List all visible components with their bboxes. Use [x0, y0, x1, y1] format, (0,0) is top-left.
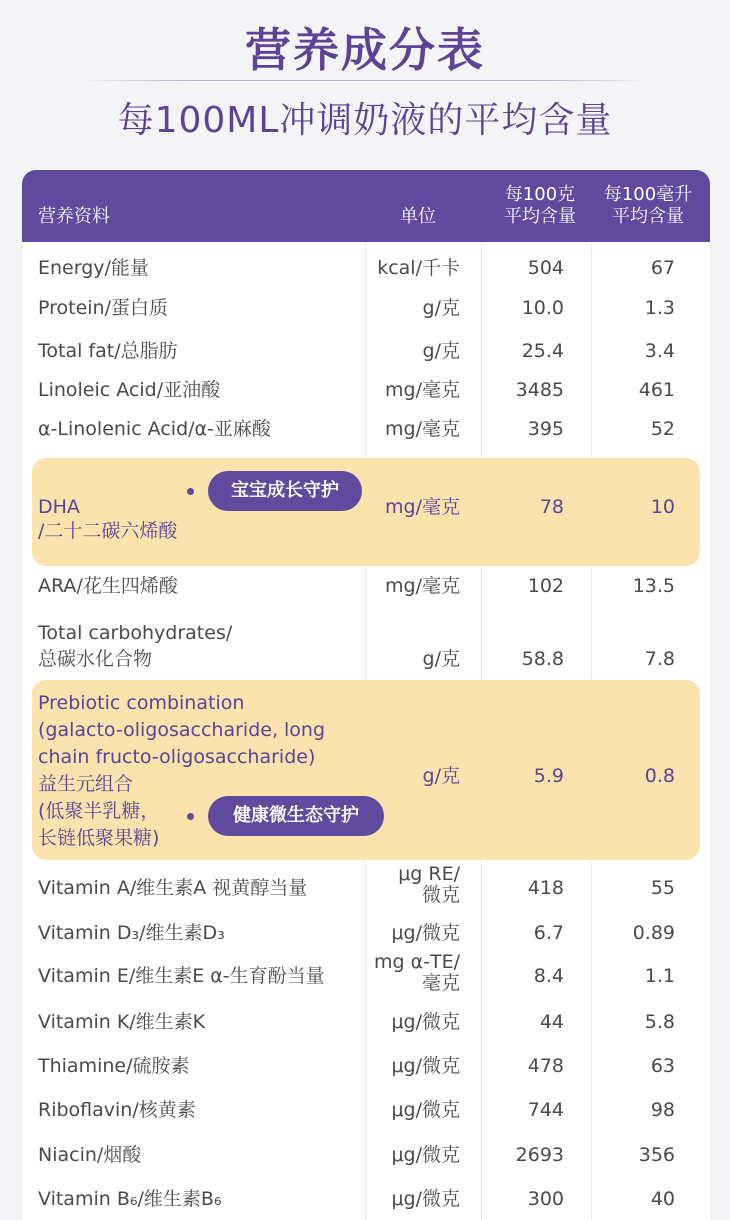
nutrient-name — [38, 1143, 141, 1167]
value-per-100g: 10.0 — [521, 297, 564, 319]
unit-line: μg/微克 — [391, 1099, 460, 1121]
page-subtitle: 每100ML冲调奶液的平均含量 — [117, 100, 613, 141]
nutrient-name-line: Riboflavin/核黄素 — [38, 1099, 196, 1121]
feature-badge: 宝宝成长守护 — [208, 471, 362, 511]
unit-line: 微克 — [421, 884, 460, 906]
header-per-100ml-line2: 平均含量 — [612, 206, 684, 227]
header-per-100ml — [600, 184, 696, 228]
nutrient-name — [38, 256, 149, 280]
unit-cell — [391, 1054, 460, 1078]
value-per-100ml: 356 — [638, 1144, 675, 1166]
value-per-100g: 2693 — [515, 1144, 564, 1166]
value-per-100ml: 63 — [650, 1055, 675, 1077]
nutrient-name-line: /二十二碳六烯酸 — [38, 520, 178, 542]
unit-cell — [423, 339, 460, 363]
nutrient-name-line: Total fat/总脂肪 — [38, 340, 178, 362]
unit-line: mg/毫克 — [385, 496, 460, 518]
value-per-100ml: 67 — [650, 257, 675, 279]
unit-cell — [391, 1187, 460, 1211]
value-per-100ml: 52 — [650, 418, 675, 440]
nutrient-name-line: chain fructo-oligosaccharide) — [38, 746, 316, 768]
value-per-100ml: 461 — [638, 379, 675, 401]
unit-line: μg RE/ — [398, 863, 460, 885]
header-unit: 单位 — [400, 206, 436, 227]
unit-cell — [391, 1143, 460, 1167]
nutrient-name-line: Vitamin K/维生素K — [38, 1011, 206, 1033]
nutrient-name-line: Vitamin B₆/维生素B₆ — [38, 1188, 222, 1210]
value-per-100g: 418 — [527, 877, 564, 899]
unit-line: g/克 — [422, 648, 460, 670]
nutrient-name-line: Vitamin E/维生素E α-生育酚当量 — [38, 965, 325, 987]
nutrient-name — [38, 339, 178, 363]
unit-line: g/克 — [422, 340, 460, 362]
table-header — [22, 170, 710, 242]
unit-line: μg/微克 — [391, 1011, 460, 1033]
unit-line: μg/微克 — [391, 1188, 460, 1210]
unit-line: μg/微克 — [391, 1144, 460, 1166]
value-per-100g: 300 — [527, 1188, 564, 1210]
unit-line: μg/微克 — [391, 922, 460, 944]
unit-cell — [385, 417, 460, 441]
unit-line: g/克 — [422, 765, 460, 787]
nutrient-name — [38, 296, 168, 320]
nutrient-name-line: Linoleic Acid/亚油酸 — [38, 379, 221, 401]
unit-cell — [391, 1098, 460, 1122]
nutrient-name — [38, 620, 232, 672]
unit-line: μg/微克 — [391, 1055, 460, 1077]
unit-line: kcal/千卡 — [377, 257, 460, 279]
unit-cell — [423, 296, 460, 320]
value-per-100ml: 0.8 — [644, 765, 675, 787]
value-per-100ml: 7.8 — [644, 648, 675, 670]
nutrient-name — [38, 1054, 190, 1078]
nutrition-table — [22, 170, 710, 1220]
value-per-100ml: 13.5 — [632, 575, 675, 597]
value-per-100g: 78 — [539, 496, 564, 518]
nutrient-name-line: 总碳水化合物 — [38, 648, 153, 670]
nutrient-name — [38, 1010, 205, 1034]
nutrient-name — [38, 495, 177, 543]
nutrient-name-line: Niacin/烟酸 — [38, 1144, 142, 1166]
value-per-100g: 8.4 — [533, 965, 564, 987]
value-per-100g: 6.7 — [533, 922, 564, 944]
value-per-100g: 504 — [527, 257, 564, 279]
unit-cell — [391, 921, 460, 945]
value-per-100ml: 10 — [650, 496, 675, 518]
nutrient-name-line: Total carbohydrates/ — [38, 622, 233, 644]
nutrient-name-line: Prebiotic combination — [38, 692, 245, 714]
unit-cell — [391, 1010, 460, 1034]
header-per-100g-line2: 平均含量 — [504, 206, 576, 227]
value-per-100g: 395 — [527, 418, 564, 440]
nutrient-name-line: 益生元组合 — [38, 773, 134, 795]
unit-cell — [423, 764, 460, 788]
nutrient-name-line: (galacto-oligosaccharide, long — [38, 719, 326, 741]
nutrient-name — [38, 378, 220, 402]
value-per-100g: 744 — [527, 1099, 564, 1121]
unit-cell — [398, 864, 460, 906]
value-per-100ml: 1.1 — [644, 965, 675, 987]
nutrient-name-line: ARA/花生四烯酸 — [38, 575, 178, 597]
nutrient-name — [38, 1187, 222, 1211]
nutrient-name — [38, 1098, 196, 1122]
unit-line: mg α-TE/ — [373, 951, 460, 973]
unit-line: mg/毫克 — [385, 418, 460, 440]
value-per-100ml: 98 — [650, 1099, 675, 1121]
value-per-100ml: 3.4 — [644, 340, 675, 362]
nutrient-name-line: 长链低聚果糖) — [38, 827, 160, 849]
feature-badge: 健康微生态守护 — [208, 796, 384, 836]
nutrient-name — [38, 964, 325, 988]
unit-cell — [377, 256, 460, 280]
nutrient-name-line: (低聚半乳糖， — [38, 800, 160, 822]
nutrient-name — [38, 921, 225, 945]
value-per-100g: 102 — [527, 575, 564, 597]
nutrient-name-line: Thiamine/硫胺素 — [38, 1055, 190, 1077]
value-per-100g: 478 — [527, 1055, 564, 1077]
unit-cell — [385, 495, 460, 519]
value-per-100g: 44 — [539, 1011, 564, 1033]
header-per-100g — [498, 184, 582, 228]
nutrient-name-line: Energy/能量 — [38, 257, 149, 279]
value-per-100g: 5.9 — [533, 765, 564, 787]
value-per-100ml: 55 — [650, 877, 675, 899]
unit-cell — [423, 647, 460, 671]
header-per-100g-line1: 每100克 — [504, 184, 576, 205]
value-per-100g: 25.4 — [521, 340, 564, 362]
value-per-100ml: 40 — [650, 1188, 675, 1210]
unit-line: 毫克 — [421, 972, 460, 994]
value-per-100ml: 1.3 — [644, 297, 675, 319]
value-per-100g: 3485 — [515, 379, 564, 401]
unit-cell — [374, 952, 460, 994]
value-per-100g: 58.8 — [521, 648, 564, 670]
value-per-100ml: 0.89 — [632, 922, 675, 944]
title-divider — [80, 80, 650, 81]
nutrient-name-line: DHA — [38, 496, 80, 518]
unit-cell — [385, 378, 460, 402]
unit-line: mg/毫克 — [385, 379, 460, 401]
nutrient-name — [38, 876, 307, 900]
nutrient-name-line: Vitamin A/维生素A 视黄醇当量 — [38, 877, 308, 899]
value-per-100ml: 5.8 — [644, 1011, 675, 1033]
nutrient-name-line: Vitamin D₃/维生素D₃ — [38, 922, 225, 944]
nutrient-name-line: Protein/蛋白质 — [38, 297, 169, 319]
unit-line: mg/毫克 — [385, 575, 460, 597]
unit-line: g/克 — [422, 297, 460, 319]
bullet-dot — [187, 813, 194, 820]
unit-cell — [385, 574, 460, 598]
header-per-100ml-line1: 每100毫升 — [603, 184, 693, 205]
nutrient-name — [38, 417, 271, 441]
nutrient-name — [38, 574, 178, 598]
bullet-dot — [187, 488, 194, 495]
nutrient-name-line: α-Linolenic Acid/α-亚麻酸 — [38, 418, 271, 440]
page-title: 营养成分表 — [245, 23, 485, 77]
header-nutrient: 营养资料 — [38, 206, 110, 227]
